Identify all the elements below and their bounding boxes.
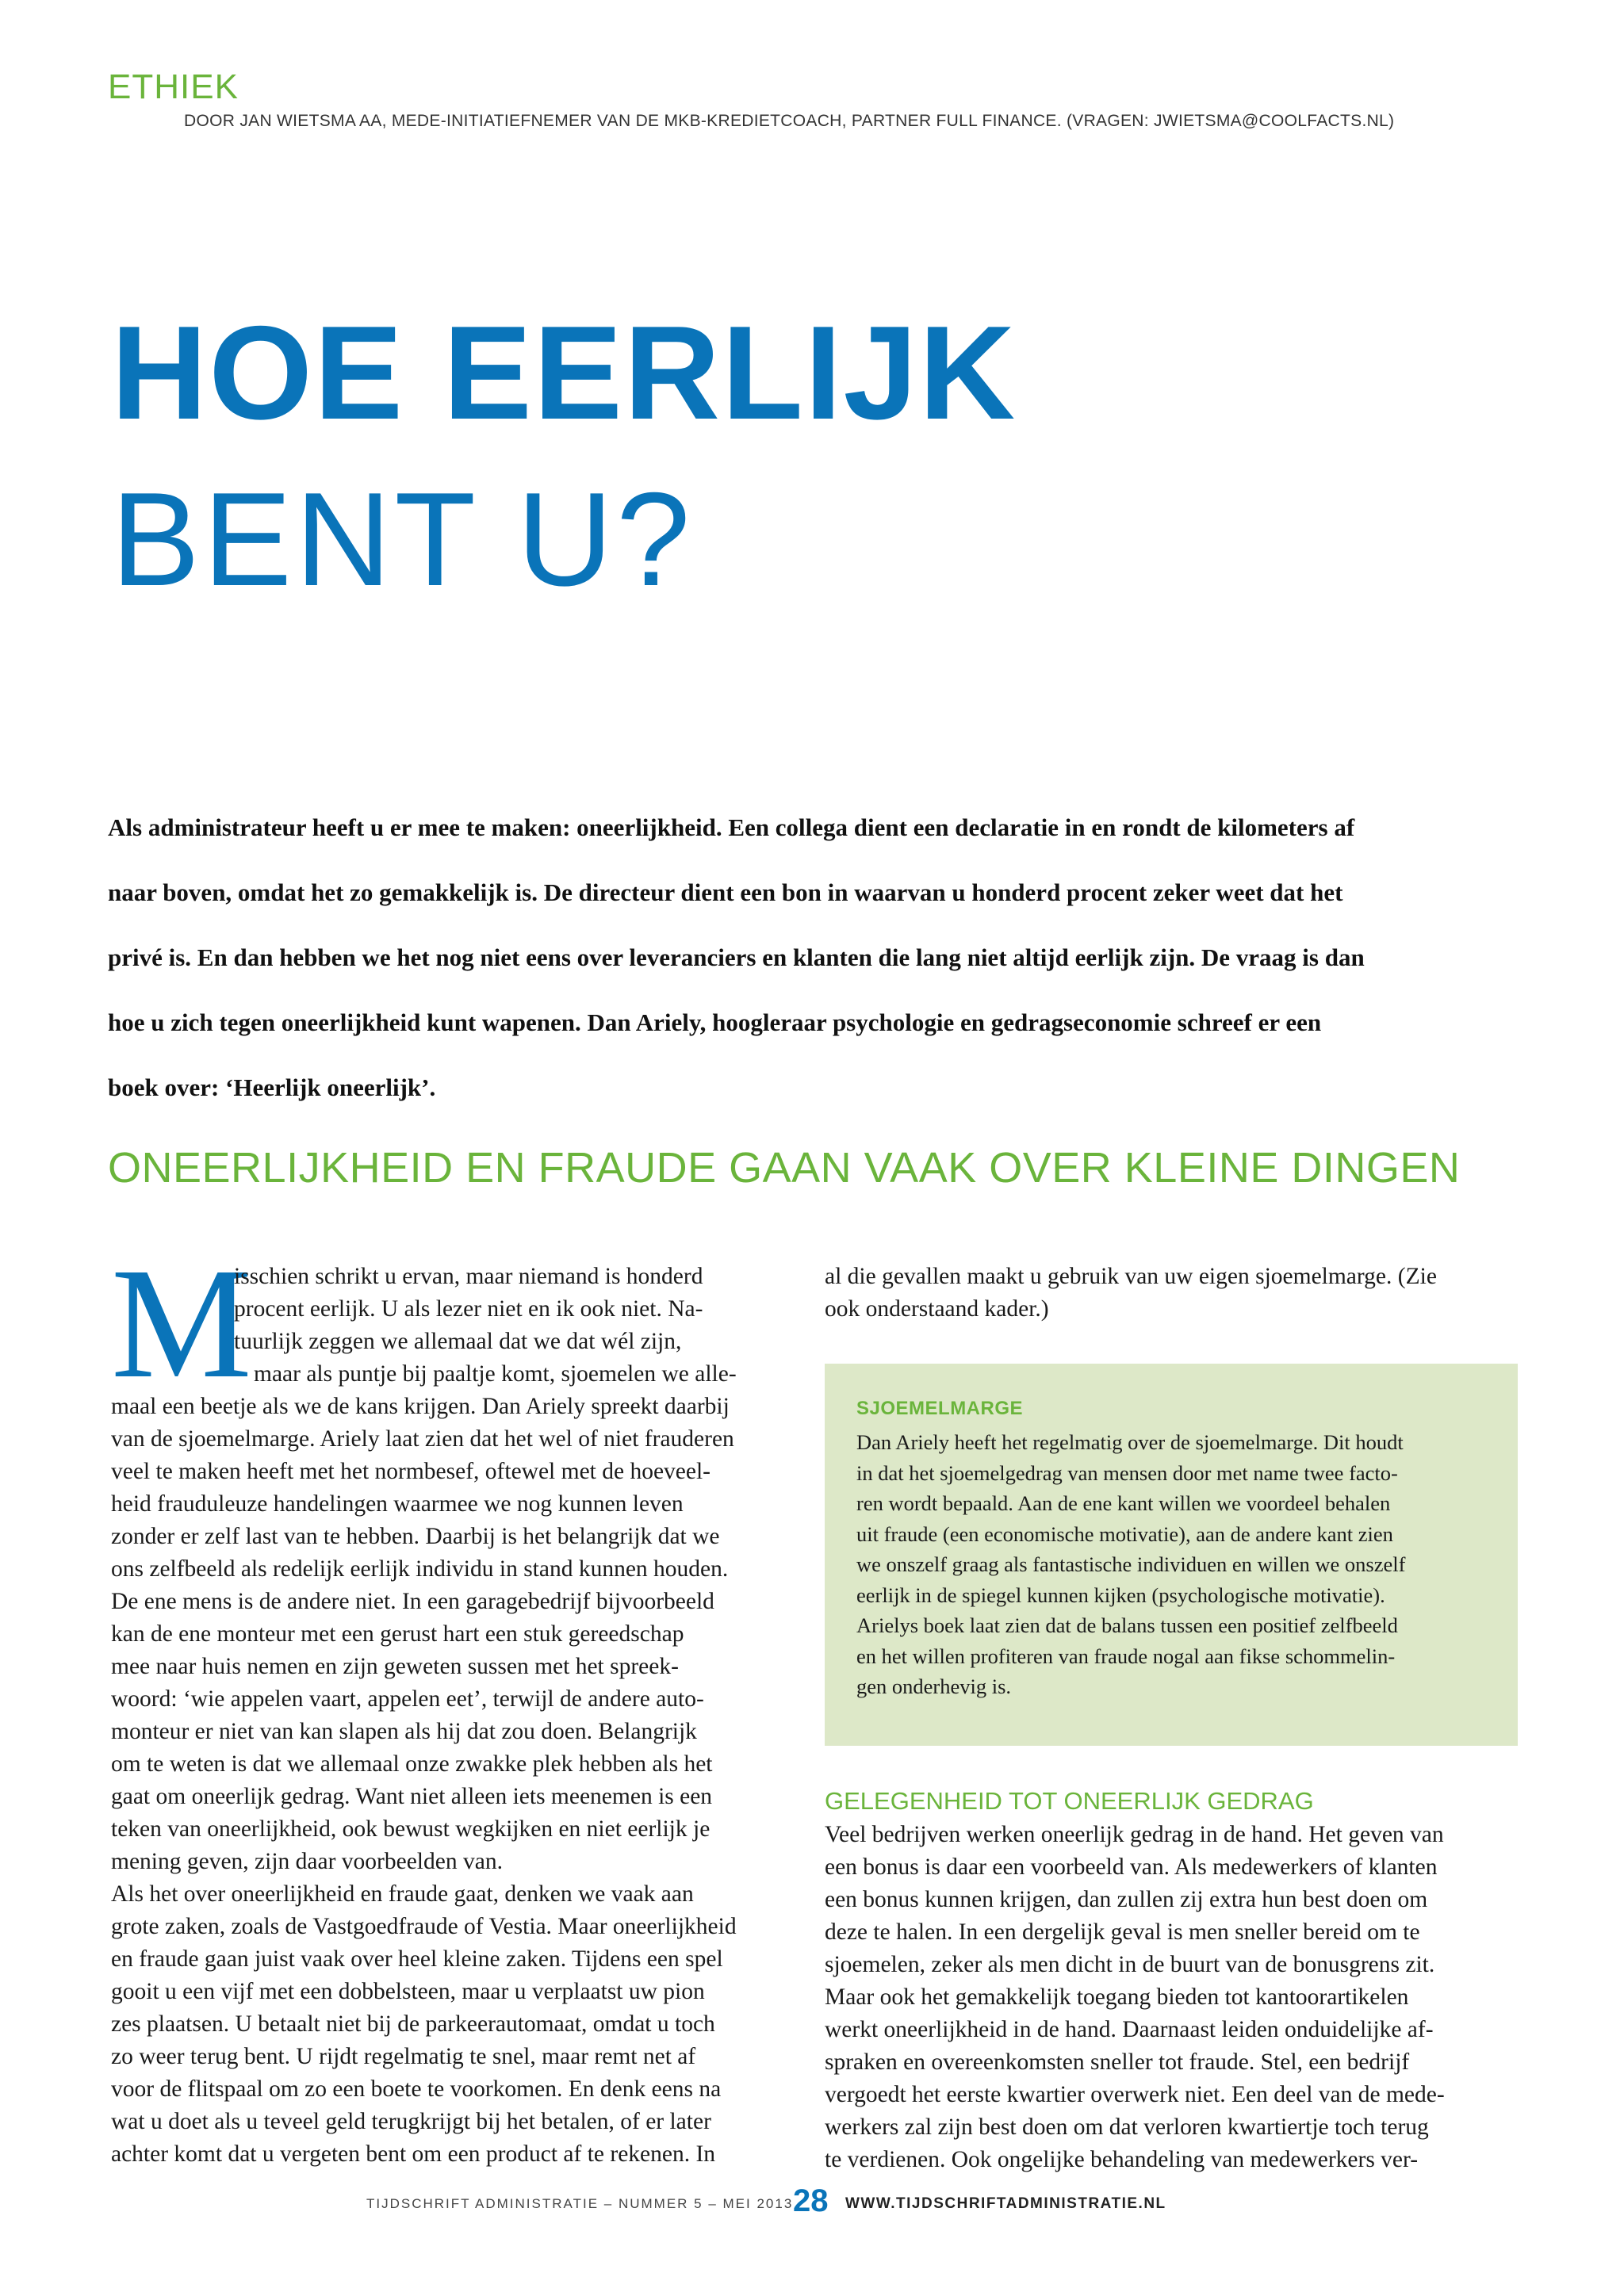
sidebar-line: ren wordt bepaald. Aan de ene kant willen we voordeel behalen bbox=[856, 1491, 1391, 1515]
intro-line: privé is. En dan hebben we het nog niet eens over leveranciers en klanten die lang niet altijd eerlijk zijn. De vraag is dan bbox=[108, 943, 1365, 971]
body-line: zo weer terug bent. U rijdt regelmatig te snel, maar remt net af bbox=[111, 2044, 696, 2069]
sidebar-box-text bbox=[856, 1427, 1491, 1702]
body-line: gooit u een vijf met een dobbelsteen, maar u verplaatst uw pion bbox=[111, 1979, 705, 2004]
body-line: mening geven, zijn daar voorbeelden van. bbox=[111, 1849, 503, 1874]
body-line: gaat om oneerlijk gedrag. Want niet alleen iets meenemen is een bbox=[111, 1784, 713, 1809]
sidebar-line: en het willen profiteren van fraude nogal aan fikse schommelin- bbox=[856, 1644, 1396, 1668]
body-line: en fraude gaan juist vaak over heel kleine zaken. Tijdens een spel bbox=[111, 1946, 723, 1972]
author-byline: DOOR JAN WIETSMA AA, MEDE-INITIATIEFNEMER VAN DE MKB-KREDIETCOACH, PARTNER FULL FINANCE. (VRAGEN: JWIETSMA@COOLFACTS.NL) bbox=[184, 112, 1395, 130]
section-subheading-2: GELEGENHEID TOT ONEERLIJK GEDRAG bbox=[825, 1787, 1314, 1815]
intro-line: naar boven, omdat het zo gemakkelijk is. De directeur dient een bon in waarvan u honderd procent zeker weet dat het bbox=[108, 878, 1343, 906]
footer-website-link[interactable]: WWW.TIJDSCHRIFTADMINISTRATIE.NL bbox=[845, 2195, 1166, 2212]
sidebar-box-title: SJOEMELMARGE bbox=[856, 1398, 1024, 1419]
body-line: achter komt dat u vergeten bent om een product af te rekenen. In bbox=[111, 2141, 716, 2167]
body-line: van de sjoemelmarge. Ariely laat zien dat het wel of niet frauderen bbox=[111, 1426, 734, 1452]
body-line: vergoedt het eerste kwartier overwerk niet. Een deel van de mede- bbox=[825, 2082, 1445, 2107]
right-column-top-text bbox=[825, 1261, 1522, 1326]
body-line: veel te maken heeft met het normbesef, oftewel met de hoeveel- bbox=[111, 1459, 711, 1484]
body-line: maal een beetje als we de kans krijgen. Dan Ariely spreekt daarbij bbox=[111, 1394, 730, 1419]
intro-paragraph bbox=[108, 795, 1519, 1120]
body-line: werkers zal zijn best doen om dat verloren kwartiertje toch terug bbox=[825, 2114, 1429, 2140]
body-line: Als het over oneerlijkheid en fraude gaat, denken we vaak aan bbox=[111, 1881, 694, 1907]
page-number: 28 bbox=[793, 2183, 829, 2218]
right-column-bottom-text bbox=[825, 1819, 1522, 2176]
body-line: woord: ‘wie appelen vaart, appelen eet’, terwijl de andere auto- bbox=[111, 1686, 704, 1712]
sidebar-line: in dat het sjoemelgedrag van mensen door met name twee facto- bbox=[856, 1460, 1398, 1485]
sidebar-line: we onszelf graag als fantastische individuen en willen we onszelf bbox=[856, 1552, 1406, 1576]
body-line: mee naar huis nemen en zijn geweten sussen met het spreek- bbox=[111, 1654, 679, 1679]
body-line: al die gevallen maakt u gebruik van uw eigen sjoemelmarge. (Zie bbox=[825, 1264, 1437, 1289]
sidebar-line: uit fraude (een economische motivatie), aan de andere kant zien bbox=[856, 1521, 1393, 1546]
sidebar-line: eerlijk in de spiegel kunnen kijken (psychologische motivatie). bbox=[856, 1582, 1385, 1607]
article-title-line-2: BENT U? bbox=[111, 465, 694, 614]
body-line: kan de ene monteur met een gerust hart een stuk gereedschap bbox=[111, 1621, 684, 1647]
body-line: om te weten is dat we allemaal onze zwakke plek hebben als het bbox=[111, 1751, 713, 1777]
body-line: monteur er niet van kan slapen als hij dat zou doen. Belangrijk bbox=[111, 1719, 697, 1744]
sidebar-line: gen onderhevig is. bbox=[856, 1674, 1012, 1698]
body-line: Maar ook het gemakkelijk toegang bieden tot kantoorartikelen bbox=[825, 1984, 1409, 2010]
body-line: grote zaken, zoals de Vastgoedfraude of Vestia. Maar oneerlijkheid bbox=[111, 1914, 737, 1939]
body-line: Veel bedrijven werken oneerlijk gedrag in de hand. Het geven van bbox=[825, 1822, 1444, 1847]
body-line: teken van oneerlijkheid, ook bewust wegkijken en niet eerlijk je bbox=[111, 1816, 710, 1842]
body-line: ook onderstaand kader.) bbox=[825, 1296, 1049, 1322]
body-line: deze te halen. In een dergelijk geval is men sneller bereid om te bbox=[825, 1919, 1420, 1945]
body-line: zonder er zelf last van te hebben. Daarbij is het belangrijk dat we bbox=[111, 1524, 720, 1549]
body-line: tuurlijk zeggen we allemaal dat we dat wél zijn, bbox=[234, 1329, 682, 1354]
body-line: heid frauduleuze handelingen waarmee we nog kunnen leven bbox=[111, 1491, 684, 1517]
intro-line: boek over: ‘Heerlijk oneerlijk’. bbox=[108, 1073, 436, 1101]
section-subheading: ONEERLIJKHEID EN FRAUDE GAAN VAAK OVER KLEINE DINGEN bbox=[108, 1144, 1461, 1192]
body-line: wat u doet als u teveel geld terugkrijgt bij het betalen, of er later bbox=[111, 2109, 711, 2134]
body-line: ons zelfbeeld als redelijk eerlijk individu in stand kunnen houden. bbox=[111, 1556, 729, 1582]
body-line: een bonus kunnen krijgen, dan zullen zij extra hun best doen om bbox=[825, 1887, 1428, 1912]
sidebar-line: Arielys boek laat zien dat de balans tussen een positief zelfbeeld bbox=[856, 1613, 1398, 1637]
body-line: spraken en overeenkomsten sneller tot fraude. Stel, een bedrijf bbox=[825, 2049, 1410, 2075]
intro-line: Als administrateur heeft u er mee te maken: oneerlijkheid. Een collega dient een declaratie in en rondt de kilometers af bbox=[108, 813, 1355, 841]
intro-line: hoe u zich tegen oneerlijkheid kunt wapenen. Dan Ariely, hoogleraar psychologie en gedragseconomie schreef er een bbox=[108, 1008, 1322, 1036]
body-line: isschien schrikt u ervan, maar niemand is honderd bbox=[234, 1264, 703, 1289]
drop-cap: M bbox=[111, 1236, 252, 1411]
body-line: procent eerlijk. U als lezer niet en ik ook niet. Na- bbox=[234, 1296, 703, 1322]
body-line: sjoemelen, zeker als men dicht in de buurt van de bonusgrens zit. bbox=[825, 1952, 1435, 1977]
body-line: een bonus is daar een voorbeeld van. Als medewerkers of klanten bbox=[825, 1854, 1438, 1880]
body-line: maar als puntje bij paaltje komt, sjoemelen we alle- bbox=[254, 1361, 737, 1387]
body-line: te verdienen. Ook ongelijke behandeling van medewerkers ver- bbox=[825, 2147, 1419, 2172]
section-label: ETHIEK bbox=[108, 67, 239, 106]
sidebar-line: Dan Ariely heeft het regelmatig over de sjoemelmarge. Dit houdt bbox=[856, 1430, 1404, 1454]
body-line: De ene mens is de andere niet. In een garagebedrijf bijvoorbeeld bbox=[111, 1589, 714, 1614]
body-line: zes plaatsen. U betaalt niet bij de parkeerautomaat, omdat u toch bbox=[111, 2011, 715, 2037]
body-line: werkt oneerlijkheid in de hand. Daarnaast leiden onduidelijke af- bbox=[825, 2017, 1434, 2042]
left-column-text bbox=[111, 1261, 793, 2171]
article-title-line-1: HOE EERLIJK bbox=[111, 298, 1017, 447]
body-line: voor de flitspaal om zo een boete te voorkomen. En denk eens na bbox=[111, 2076, 722, 2102]
footer-magazine-info: TIJDSCHRIFT ADMINISTRATIE – NUMMER 5 – MEI 2013 bbox=[366, 2196, 794, 2211]
